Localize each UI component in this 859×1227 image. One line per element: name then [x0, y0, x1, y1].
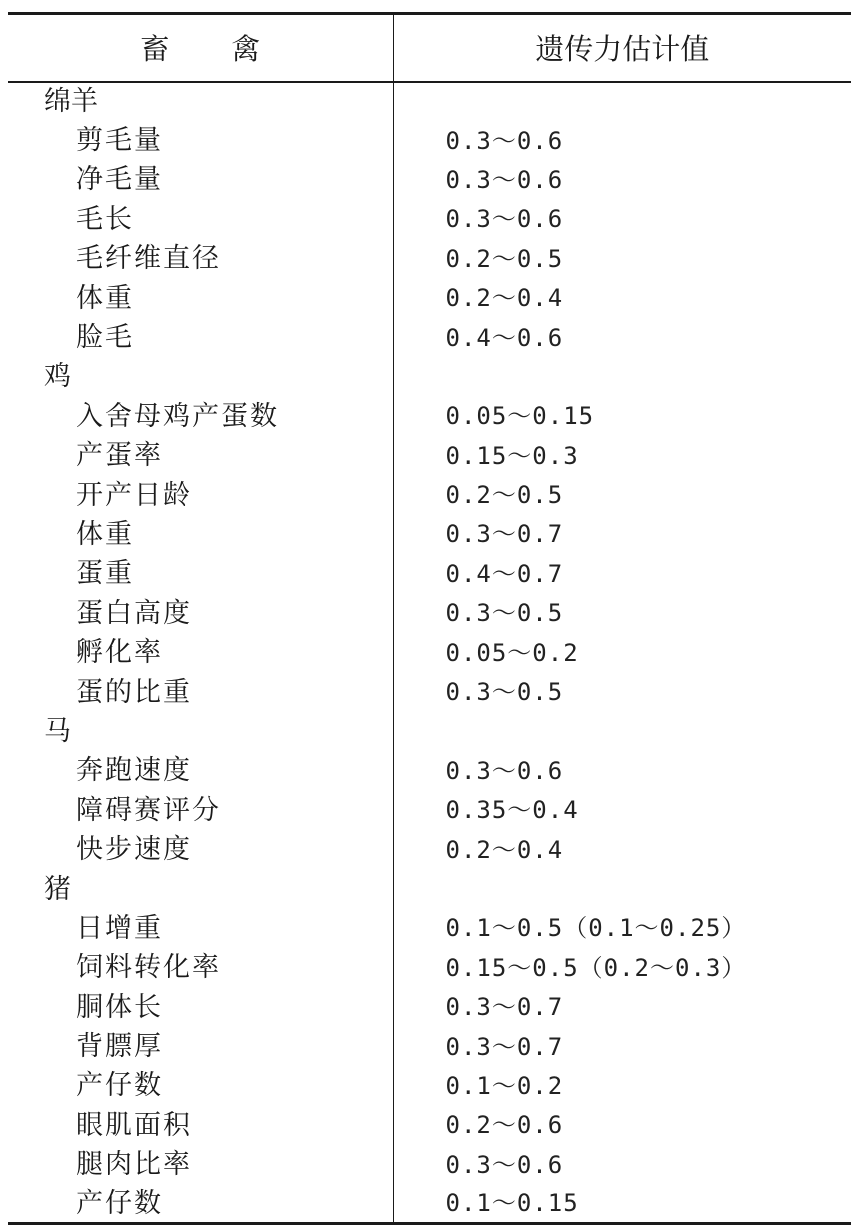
- header-livestock: [8, 14, 393, 82]
- row-name: 胴体长: [8, 987, 393, 1026]
- row-name: 毛长: [8, 200, 393, 239]
- row-value: 0.3～0.6: [445, 1150, 564, 1179]
- table-row: [8, 1066, 851, 1105]
- table-row: [8, 869, 851, 908]
- row-value: 0.3～0.6: [445, 165, 564, 194]
- row-value: 0.3～0.6: [445, 126, 564, 155]
- header-livestock-part2: 禽: [231, 32, 261, 67]
- row-name: 日增重: [8, 909, 393, 948]
- table-row: [8, 318, 851, 357]
- row-value: 0.3～0.6: [445, 756, 564, 785]
- row-name: 奔跑速度: [8, 751, 393, 790]
- row-value: [393, 712, 851, 751]
- row-value: 0.3～0.6: [445, 205, 564, 234]
- table-row: [8, 239, 851, 278]
- row-name: 产仔数: [8, 1184, 393, 1223]
- row-name: 鸡: [8, 357, 393, 396]
- row-name: 产蛋率: [8, 436, 393, 475]
- table-row: [8, 475, 851, 514]
- row-value: 0.1～0.15: [393, 1184, 851, 1223]
- table-row: [8, 712, 851, 751]
- row-value: 0.1～0.5（0.1～0.25）: [445, 914, 747, 943]
- row-value: 0.1～0.2: [445, 1071, 564, 1100]
- row-value: 0.05～0.15: [445, 402, 595, 431]
- table-header-row: [8, 14, 851, 82]
- row-name: 眼肌面积: [8, 1106, 393, 1145]
- row-value: 0.3～0.5: [445, 678, 564, 707]
- row-value: 0.15～0.3: [445, 441, 579, 470]
- row-name: 快步速度: [8, 830, 393, 869]
- header-heritability-estimate: 遗传力估计值: [393, 14, 851, 82]
- row-value: 0.3～0.7: [445, 520, 564, 549]
- table-row: [8, 594, 851, 633]
- row-name: 障碍赛评分: [8, 791, 393, 830]
- row-value: 0.05～0.2: [445, 638, 579, 667]
- table-row: [8, 751, 851, 790]
- row-value: 0.3～0.7: [445, 993, 564, 1022]
- row-value: [393, 869, 851, 908]
- table-row: [8, 791, 851, 830]
- header-livestock-part1: 畜: [140, 32, 170, 67]
- row-value: [393, 357, 851, 396]
- row-name: 毛纤维直径: [8, 239, 393, 278]
- row-name: 脸毛: [8, 318, 393, 357]
- heritability-table-container: [8, 12, 851, 1225]
- row-name: 蛋重: [8, 554, 393, 593]
- row-value: 0.2～0.6: [445, 1111, 564, 1140]
- row-name: 孵化率: [8, 633, 393, 672]
- row-name: 体重: [8, 278, 393, 317]
- row-name: 猪: [8, 869, 393, 908]
- row-name: 入舍母鸡产蛋数: [8, 397, 393, 436]
- row-value: 0.2～0.4: [445, 835, 564, 864]
- row-value: 0.4～0.6: [445, 323, 564, 352]
- table-row: [8, 633, 851, 672]
- table-row: [8, 672, 851, 711]
- row-name: 背膘厚: [8, 1027, 393, 1066]
- row-value: 0.3～0.5: [445, 599, 564, 628]
- table-row: [8, 948, 851, 987]
- table-row: [8, 830, 851, 869]
- row-name: 绵羊: [8, 82, 393, 121]
- row-value: 0.2～0.5: [445, 244, 564, 273]
- table-row: [8, 554, 851, 593]
- row-value: 0.4～0.7: [445, 559, 564, 588]
- row-value: 0.2～0.4: [445, 284, 564, 313]
- table-row: [8, 1184, 851, 1223]
- table-row: [8, 515, 851, 554]
- table-row: [8, 1106, 851, 1145]
- table-row: [8, 200, 851, 239]
- table-row: [8, 278, 851, 317]
- table-row: [8, 82, 851, 121]
- table-body: [8, 82, 851, 1224]
- row-name: 开产日龄: [8, 475, 393, 514]
- table-row: [8, 1027, 851, 1066]
- row-name: 马: [8, 712, 393, 751]
- row-name: 腿肉比率: [8, 1145, 393, 1184]
- row-name: 剪毛量: [8, 121, 393, 160]
- row-value: 0.15～0.5（0.2～0.3）: [445, 953, 747, 982]
- row-name: 蛋的比重: [8, 672, 393, 711]
- row-name: 净毛量: [8, 160, 393, 199]
- row-name: 体重: [8, 515, 393, 554]
- table-row: [8, 121, 851, 160]
- row-value: 0.2～0.5: [445, 481, 564, 510]
- row-name: 产仔数: [8, 1066, 393, 1105]
- row-name: 饲料转化率: [8, 948, 393, 987]
- row-value: [393, 82, 851, 121]
- row-value: 0.3～0.7: [445, 1032, 564, 1061]
- table-row: [8, 160, 851, 199]
- heritability-table: [8, 12, 851, 1225]
- table-row: [8, 987, 851, 1026]
- table-row: [8, 436, 851, 475]
- table-row: [8, 909, 851, 948]
- row-name: 蛋白高度: [8, 594, 393, 633]
- table-row: [8, 397, 851, 436]
- table-row: [8, 1145, 851, 1184]
- row-value: 0.35～0.4: [445, 796, 579, 825]
- table-row: [8, 357, 851, 396]
